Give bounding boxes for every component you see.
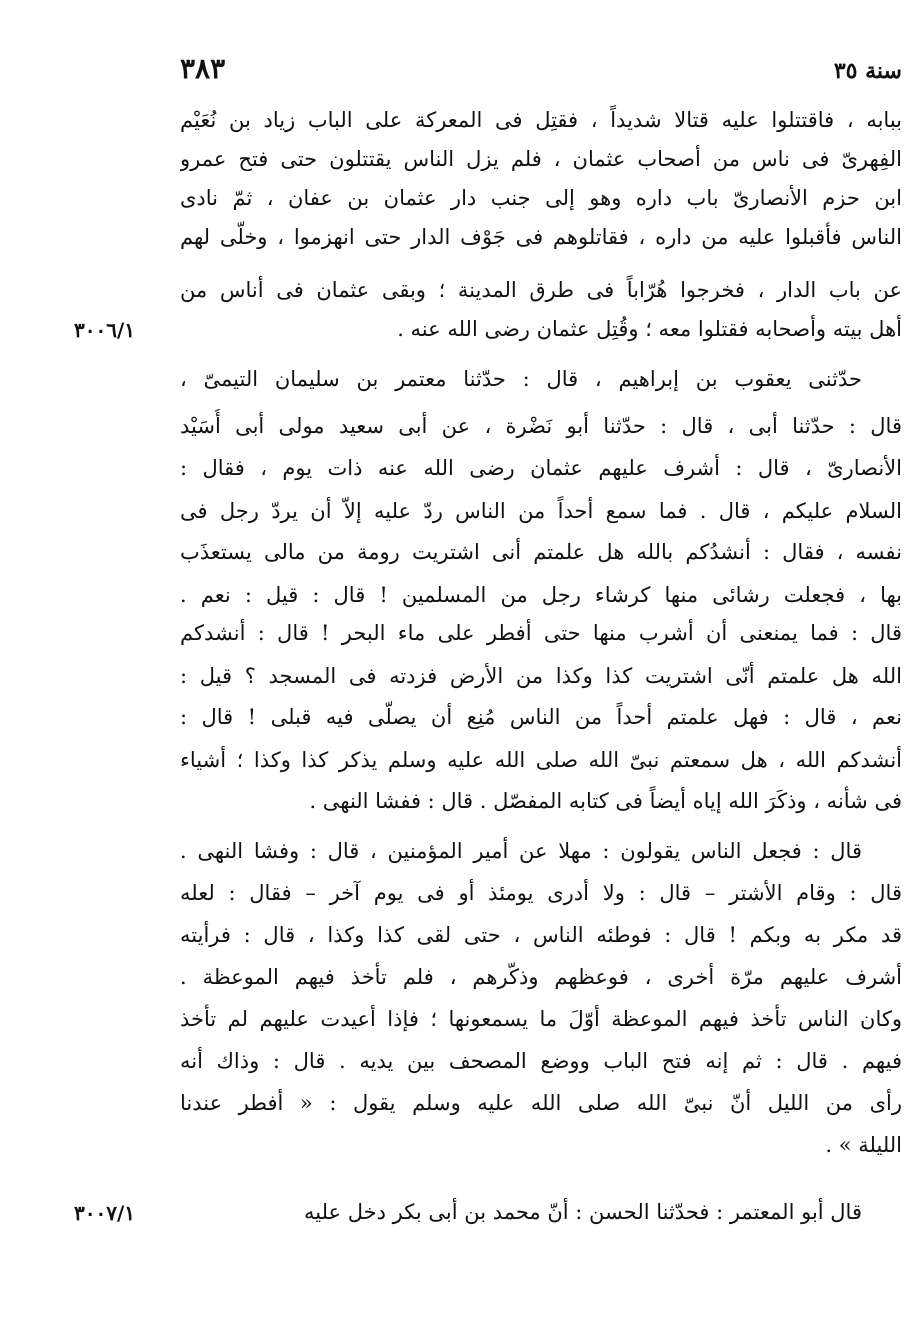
text-line: الفِهرىّ فى ناس من أصحاب عثمان ، فلم يزل الناس يقتتلون حتى فتح عمرو: [180, 147, 902, 171]
text-line: أشرف عليهم مرّة أخرى ، فوعظهم وذكّرهم ، فلم تأخذ فيهم الموعظة .: [180, 965, 902, 989]
text-line: قال أبو المعتمر : فحدّثنا الحسن : أنّ محمد بن أبى بكر دخل عليه: [303, 1200, 862, 1224]
text-line: عن باب الدار ، فخرجوا هُرّاباً فى طرق المدينة ؛ وبقى عثمان فى أناس من: [180, 278, 902, 302]
text-line: الليلة » .: [825, 1133, 902, 1157]
text-line: قال : فجعل الناس يقولون : مهلا عن أمير المؤمنين ، قال : وفشا النهى .: [180, 839, 862, 863]
margin-reference: ٣٠٠٧/١: [74, 1201, 136, 1225]
running-head: سنة ٣٥: [833, 58, 902, 84]
text-line: الله هل علمتم أنّى اشتريت كذا وكذا من الأرض فزدته فى المسجد ؟ قيل :: [180, 664, 902, 688]
text-line: الناس فأقبلوا عليه من داره ، فقاتلوهم فى جَوْف الدار حتى انهزموا ، وخلّى لهم: [180, 225, 902, 249]
text-line: أنشدكم الله ، هل سمعتم نبىّ الله صلى الله عليه وسلم يذكر كذا وكذا ؛ أشياء: [180, 748, 902, 772]
text-line: ابن حزم الأنصارىّ باب داره وهو إلى جنب دار عثمان بن عفان ، ثمّ نادى: [180, 186, 902, 210]
text-line: بها ، فجعلت رشائى منها كرشاء رجل من المسلمين ! قال : قيل : نعم .: [180, 583, 902, 607]
text-line: رأى من الليل أنّ نبىّ الله صلى الله عليه وسلم يقول : « أفطر عندنا: [180, 1091, 902, 1115]
text-line: قال : فما يمنعنى أن أشرب منها حتى أفطر على ماء البحر ! قال : أنشدكم: [180, 621, 902, 645]
text-line: أهل بيته وأصحابه فقتلوا معه ؛ وقُتِل عثمان رضى الله عنه .: [397, 317, 902, 341]
text-line: قد مكر به وبكم ! قال : فوطئه الناس ، حتى لقى كذا وكذا ، قال : فرأيته: [180, 923, 902, 947]
text-line: قال : وقام الأشتر – قال : ولا أدرى يومئذ أو فى يوم آخر – فقال : لعله: [180, 881, 902, 905]
text-line: السلام عليكم ، قال . فما سمع أحداً من الناس ردّ عليه إلاّ أن يردّ رجل فى: [180, 499, 902, 523]
text-line: ببابه ، فاقتتلوا عليه قتالا شديداً ، فقتِل فى المعركة على الباب زياد بن نُعَيْم: [180, 108, 902, 132]
page-number: ٣٨٣: [180, 52, 226, 85]
text-line: حدّثنى يعقوب بن إبراهيم ، قال : حدّثنا معتمر بن سليمان التيمىّ ،: [180, 367, 862, 391]
text-line: نفسه ، فقال : أنشدُكم بالله هل علمتم أنى اشتريت رومة من مالى يستعذَب: [180, 540, 902, 564]
page-header: [180, 52, 902, 92]
text-line: نعم ، قال : فهل علمتم أحداً من الناس مُنِع أن يصلّى فيه قبلى ! قال :: [180, 705, 902, 729]
text-line: الأنصارىّ ، قال : أشرف عليهم عثمان رضى الله عنه ذات يوم ، فقال :: [180, 456, 902, 480]
text-line: وكان الناس تأخذ فيهم الموعظة أوّلَ ما يسمعونها ؛ فإذا أعيدت عليهم لم تأخذ: [180, 1007, 902, 1031]
margin-reference: ٣٠٠٦/١: [74, 318, 136, 342]
text-line: فيهم . قال : ثم إنه فتح الباب ووضع المصحف بين يديه . قال : وذاك أنه: [180, 1049, 902, 1073]
text-line: فى شأنه ، وذكَرَ الله إياه أيضاً فى كتابه المفصّل . قال : ففشا النهى .: [309, 789, 902, 813]
text-line: قال : حدّثنا أبى ، قال : حدّثنا أبو نَضْرة ، عن أبى سعيد مولى أبى أُسَيْد: [180, 414, 902, 438]
